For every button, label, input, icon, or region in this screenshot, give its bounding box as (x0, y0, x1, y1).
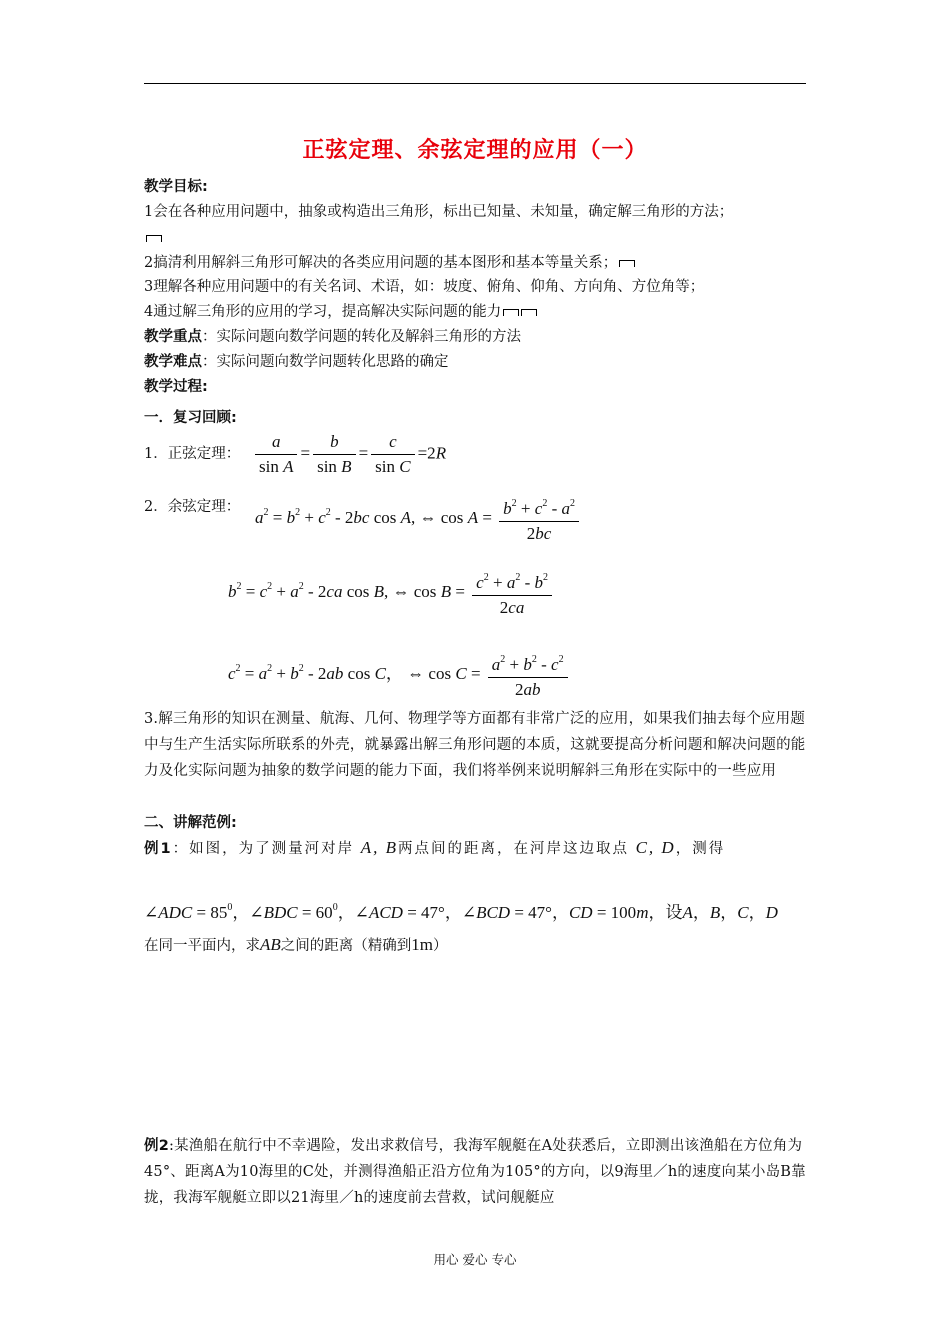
sine-law-label: 1．正弦定理： (144, 446, 241, 462)
example-1-conditions: ∠ADC = $85^0$，∠BDC = $60^0$，∠ACD = 47°，∠BCD = 47°，CD = 100m，设A，B，C，D (144, 902, 778, 922)
process-heading: 教学过程: (144, 379, 208, 395)
objective-4: 4通过解三角形的应用的学习，提高解决实际问题的能力 (144, 302, 537, 322)
cosine-law-a: $a^2 = b^2 + c^2 - 2bc$ cos A, ⇔ cos A = $\frac{b^2 + c^2 - a^2}{2bc}$ (255, 492, 582, 546)
example-2: 例2:某渔船在航行中不幸遇险，发出求救信号，我海军舰艇在A处获悉后，立即测出该渔船在方位角为45°、距离A为10海里的C处，并测得渔船正沿方位角为105°的方向，以9海里／h的速度向某小岛B靠拢，我海军舰艇立即以21海里／h的速度前去营救，试问舰艇应 (144, 1138, 806, 1206)
example-1-line1: 例1：如图，为了测量河对岸 A, B两点间的距离，在河岸这边取点 C, D，测得 (144, 838, 726, 857)
objective-1: 1会在各种应用问题中，抽象或构造出三角形，标出已知量、未知量，确定解三角形的方法； (144, 204, 734, 220)
header-rule (144, 83, 806, 84)
examples-heading: 二、讲解范例: (144, 815, 237, 831)
example-1-line3: 在同一平面内，求AB之间的距离（精确到1m） (144, 935, 448, 954)
page-title: 正弦定理、余弦定理的应用（一） (302, 138, 648, 163)
review-heading: 一．复习回顾: (144, 410, 237, 426)
cosine-law-c: $c^2 = a^2 + b^2 - 2ab$ cos C， ⇔ cos C = $\frac{a^2 + b^2 - c^2}{2ab}$ (228, 648, 571, 702)
sine-law-formula: $\frac{a}{\text{sin A}}$ = $\frac{b}{\text{sin B}}$ = $\frac{c}{\text{sin C}}$ =2R (252, 430, 446, 479)
cosine-law-label: 2．余弦定理： (144, 499, 241, 515)
objectives-heading: 教学目标: (144, 179, 208, 195)
difficulty: 教学难点：实际问题向数学问题转化思路的确定 (144, 354, 449, 370)
objective-2: 2搞清利用解斜三角形可解决的各类应用问题的基本图形和基本等量关系； (144, 253, 635, 273)
cosine-law-b: $b^2 = c^2 + a^2 - 2ca$ cos B, ⇔ cos B = $\frac{c^2 + a^2 - b^2}{2ca}$ (228, 566, 555, 620)
paragraph-3: 3.解三角形的知识在测量、航海、几何、物理学等方面都有非常广泛的应用，如果我们抽去每个应用题中与生产生活实际所联系的外壳，就暴露出解三角形问题的本质，这就要提高分析问题和解决问题的能力及化实际问题为抽象的数学问题的能力下面，我们将举例来说明解斜三角形在实际中的一些应用 (144, 711, 806, 779)
key-point: 教学重点：实际问题向数学问题的转化及解斜三角形的方法 (144, 329, 521, 345)
edit-mark (144, 228, 162, 248)
page-footer: 用心 爱心 专心 (433, 1252, 517, 1267)
objective-3: 3理解各种应用问题中的有关名词、术语，如：坡度、俯角、仰角、方向角、方位角等； (144, 279, 705, 295)
